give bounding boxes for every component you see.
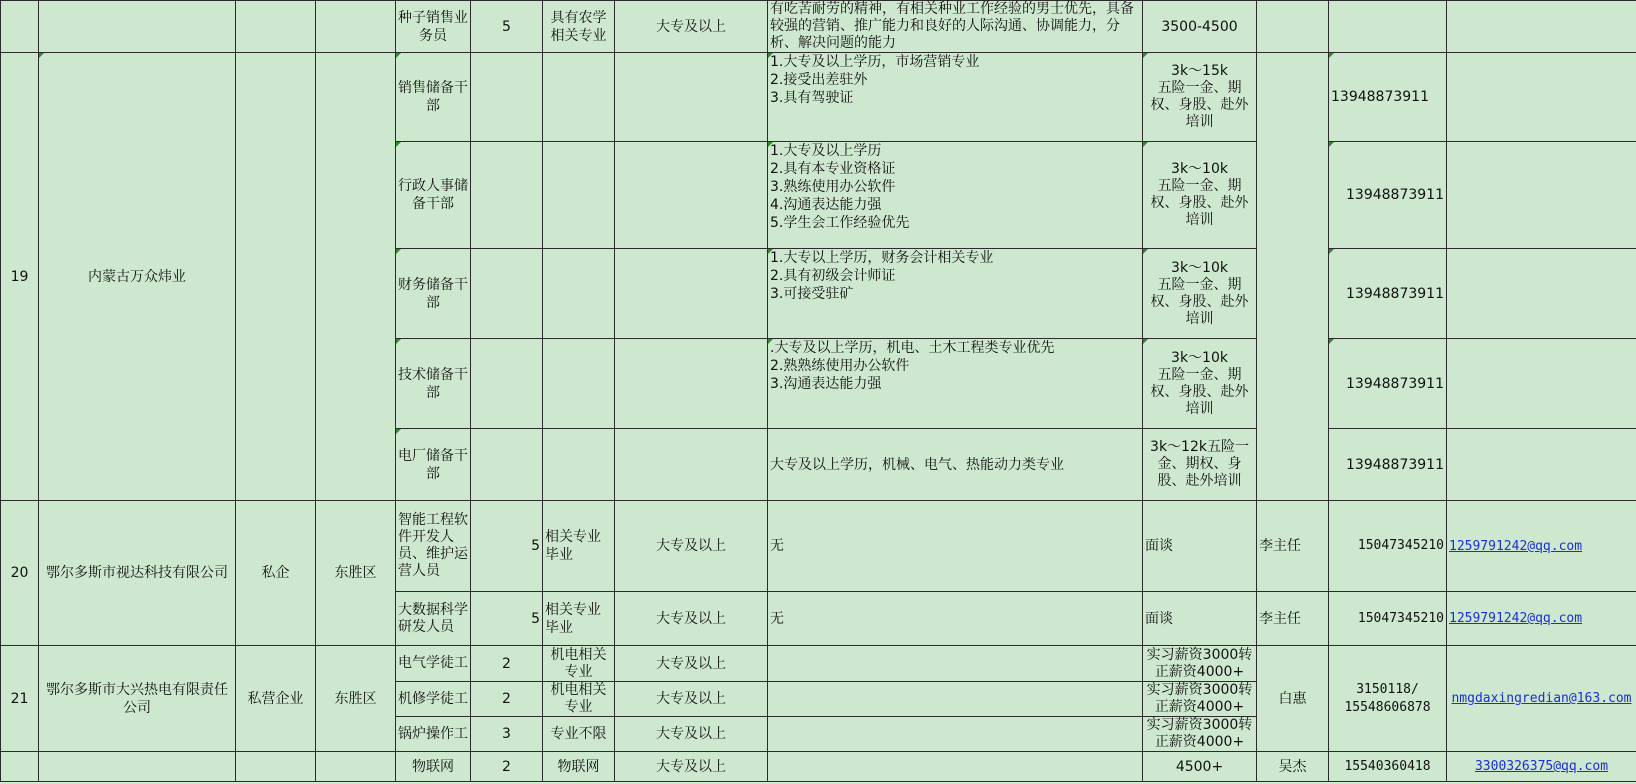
email-cell: [1447, 142, 1636, 249]
email-cell: [1447, 752, 1636, 782]
major-cell: 物联网: [543, 752, 615, 782]
requirements-cell: [768, 646, 1143, 682]
count-cell: [471, 339, 543, 429]
education-cell: 大专及以上: [615, 646, 768, 682]
requirements-cell: 无: [768, 592, 1143, 646]
position-cell: 机修学徒工: [396, 682, 471, 717]
salary-cell: 3k～10k 五险一金、期权、身股、赴外培训: [1143, 142, 1257, 249]
type-cell: 私企: [236, 501, 316, 646]
education-cell: 大专及以上: [615, 717, 768, 752]
salary-cell: 实习薪资3000转正薪资4000+: [1143, 682, 1257, 717]
major-cell: [543, 339, 615, 429]
email-link[interactable]: 3300326375@qq.com: [1474, 759, 1609, 774]
contact-cell: [1257, 1, 1329, 53]
position-cell: 行政人事储备干部: [396, 142, 471, 249]
contact-cell: 李主任: [1257, 592, 1329, 646]
email-cell: [1447, 339, 1636, 429]
count-cell: 2: [471, 682, 543, 717]
salary-cell: 面谈: [1143, 501, 1257, 592]
count-cell: 3: [471, 717, 543, 752]
salary-cell: 3k～10k 五险一金、期权、身股、赴外培训: [1143, 249, 1257, 339]
phone-cell: 15540360418: [1329, 752, 1447, 782]
email-link[interactable]: 1259791242@qq.com: [1449, 538, 1583, 554]
requirements-cell: 无: [768, 501, 1143, 592]
education-cell: [615, 249, 768, 339]
contact-cell: 吴杰: [1257, 752, 1329, 782]
education-cell: [615, 339, 768, 429]
position-cell: 技术储备干部: [396, 339, 471, 429]
phone-cell: 13948873911: [1329, 249, 1447, 339]
table-row: [1, 646, 1636, 682]
email-cell: [1447, 592, 1636, 646]
email-cell: [1447, 501, 1636, 592]
salary-cell: 3k～15k 五险一金、期权、身股、赴外培训: [1143, 53, 1257, 142]
district-cell: [316, 53, 396, 501]
position-cell: 种子销售业务员: [396, 1, 471, 53]
education-cell: [615, 142, 768, 249]
district-cell: 东胜区: [316, 646, 396, 752]
position-cell: 财务储备干部: [396, 249, 471, 339]
company-cell: 鄂尔多斯市大兴热电有限责任公司: [39, 646, 236, 752]
requirements-cell: [768, 752, 1143, 782]
position-cell: 锅炉操作工: [396, 717, 471, 752]
email-link[interactable]: nmgdaxingredian@163.com: [1451, 691, 1632, 706]
major-cell: [543, 249, 615, 339]
district-cell: [316, 1, 396, 53]
type-cell: [236, 1, 316, 53]
phone-cell: 15047345210: [1329, 592, 1447, 646]
salary-cell: 实习薪资3000转正薪资4000+: [1143, 717, 1257, 752]
position-cell: 电气学徒工: [396, 646, 471, 682]
district-cell: 东胜区: [316, 501, 396, 646]
count-cell: [471, 142, 543, 249]
phone-cell: 13948873911: [1329, 142, 1447, 249]
requirements-cell: [768, 682, 1143, 717]
education-cell: 大专及以上: [615, 752, 768, 782]
requirements-cell: 大专及以上学历，机械、电气、热能动力类专业: [768, 429, 1143, 501]
company-cell: [39, 752, 236, 782]
contact-cell: [1257, 53, 1329, 501]
requirements-cell: 1.大专以上学历，财务会计相关专业 2.具有初级会计师证 3.可接受驻矿: [768, 249, 1143, 339]
type-cell: [236, 53, 316, 501]
education-cell: 大专及以上: [615, 682, 768, 717]
count-cell: [471, 249, 543, 339]
education-cell: 大专及以上: [615, 592, 768, 646]
major-cell: [543, 429, 615, 501]
position-cell: 电厂储备干部: [396, 429, 471, 501]
type-cell: 私营企业: [236, 646, 316, 752]
count-cell: 2: [471, 752, 543, 782]
index-cell: 21: [1, 646, 39, 752]
index-cell: [1, 752, 39, 782]
salary-cell: 3k～12k五险一金、期权、身股、赴外培训: [1143, 429, 1257, 501]
position-cell: 智能工程软件开发人员、维护运营人员: [396, 501, 471, 592]
phone-cell: 13948873911: [1329, 339, 1447, 429]
phone-cell: [1329, 1, 1447, 53]
count-cell: 5: [471, 592, 543, 646]
major-cell: 机电相关专业: [543, 682, 615, 717]
email-cell: [1447, 53, 1636, 142]
table-row: [1, 752, 1636, 782]
requirements-cell: 1.大专及以上学历，市场营销专业 2.接受出差驻外 3.具有驾驶证: [768, 53, 1143, 142]
major-cell: 相关专业毕业: [543, 592, 615, 646]
email-cell: [1447, 249, 1636, 339]
company-cell: 鄂尔多斯市视达科技有限公司: [39, 501, 236, 646]
count-cell: 2: [471, 646, 543, 682]
education-cell: [615, 53, 768, 142]
requirements-cell: 1.大专及以上学历 2.具有本专业资格证 3.熟练使用办公软件 4.沟通表达能力强 5.学生会工作经验优先: [768, 142, 1143, 249]
contact-cell: 李主任: [1257, 501, 1329, 592]
position-cell: 大数据科学研发人员: [396, 592, 471, 646]
table-row: [1, 1, 1636, 53]
major-cell: 具有农学相关专业: [543, 1, 615, 53]
major-cell: 专业不限: [543, 717, 615, 752]
major-cell: 相关专业毕业: [543, 501, 615, 592]
major-cell: 机电相关专业: [543, 646, 615, 682]
education-cell: [615, 429, 768, 501]
requirements-cell: .大专及以上学历，机电、土木工程类专业优先 2.熟熟练使用办公软件 3.沟通表达能力强: [768, 339, 1143, 429]
index-cell: 19: [1, 53, 39, 501]
salary-cell: 3k～10k 五险一金、期权、身股、赴外培训: [1143, 339, 1257, 429]
email-cell: [1447, 429, 1636, 501]
salary-cell: 实习薪资3000转正薪资4000+: [1143, 646, 1257, 682]
count-cell: 5: [471, 1, 543, 53]
contact-cell: 白惠: [1257, 646, 1329, 752]
table-row: [1, 501, 1636, 592]
phone-cell: 13948873911: [1329, 429, 1447, 501]
major-cell: [543, 142, 615, 249]
position-cell: 物联网: [396, 752, 471, 782]
table-row: [1, 53, 1636, 142]
type-cell: [236, 752, 316, 782]
count-cell: [471, 53, 543, 142]
major-cell: [543, 53, 615, 142]
salary-cell: 4500+: [1143, 752, 1257, 782]
email-cell: [1447, 1, 1636, 53]
email-link[interactable]: 1259791242@qq.com: [1449, 611, 1583, 626]
index-cell: 20: [1, 501, 39, 646]
phone-cell: 3150118/ 15548606878: [1329, 646, 1447, 752]
salary-cell: 面谈: [1143, 592, 1257, 646]
count-cell: [471, 429, 543, 501]
count-cell: 5: [471, 501, 543, 592]
position-cell: 销售储备干部: [396, 53, 471, 142]
district-cell: [316, 752, 396, 782]
phone-cell: 13948873911: [1329, 53, 1447, 142]
salary-cell: 3500-4500: [1143, 1, 1257, 53]
company-cell: 内蒙古万众炜业: [39, 53, 236, 501]
phone-cell: 15047345210: [1329, 501, 1447, 592]
requirements-cell: 有吃苦耐劳的精神，有相关种业工作经验的男士优先，具备较强的营销、推广能力和良好的人际沟通、协调能力，分析、解决问题的能力: [768, 1, 1143, 53]
requirements-cell: [768, 717, 1143, 752]
education-cell: 大专及以上: [615, 1, 768, 53]
company-cell: [39, 1, 236, 53]
index-cell: [1, 1, 39, 53]
email-cell: [1447, 646, 1636, 752]
education-cell: 大专及以上: [615, 501, 768, 592]
